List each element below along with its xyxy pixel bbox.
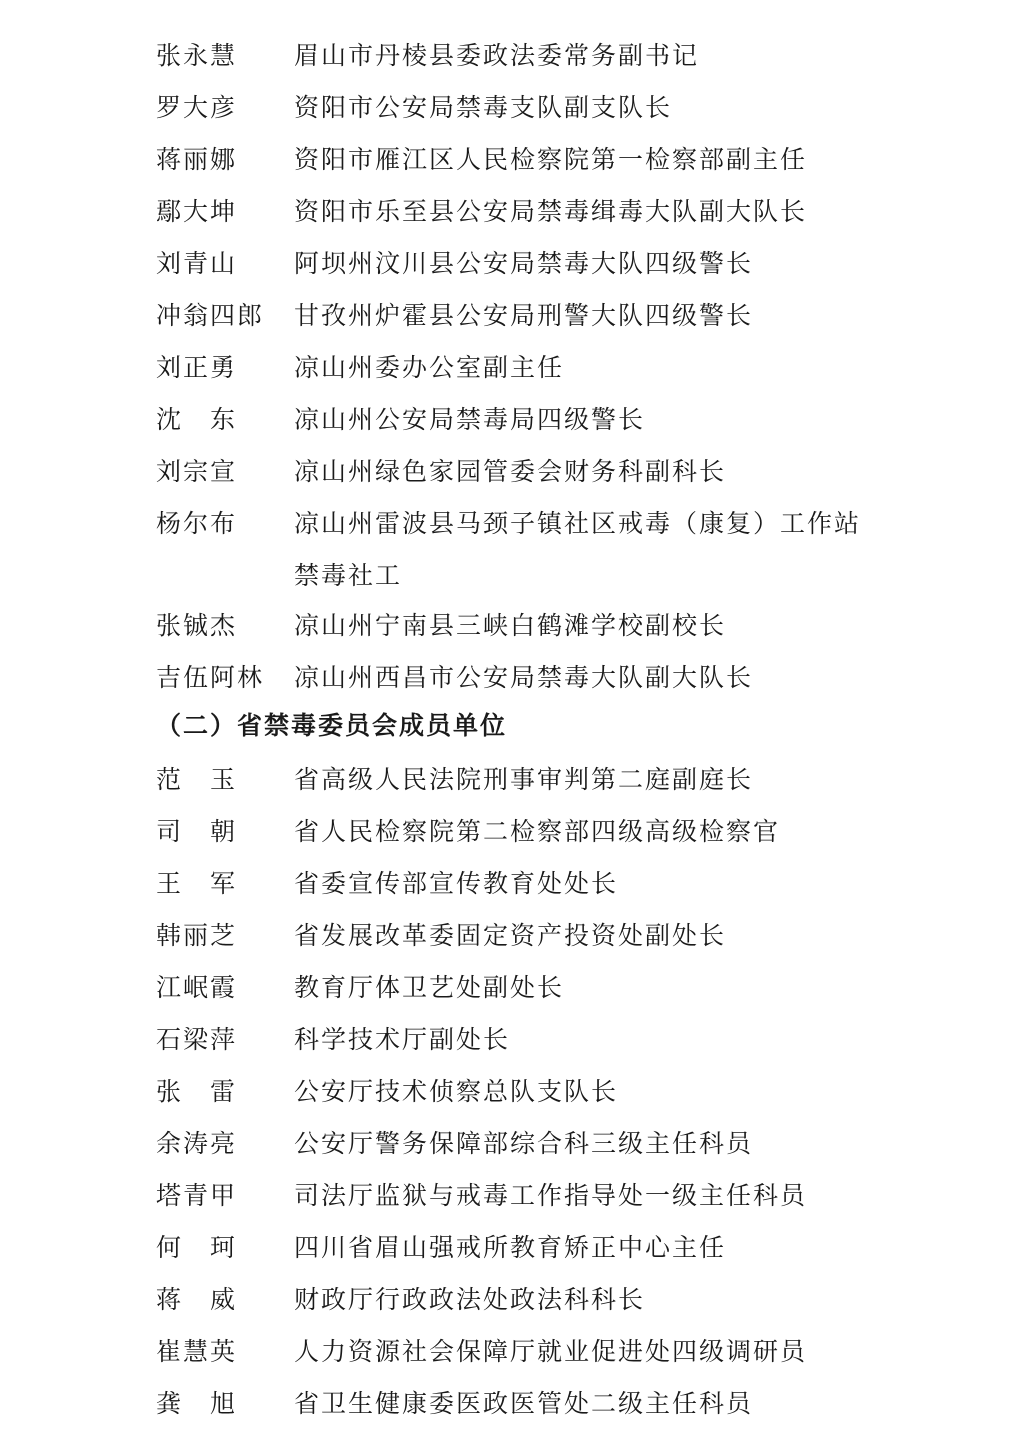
person-name: 韩丽芝: [156, 921, 238, 950]
person-name: 江岷霞: [156, 973, 238, 1002]
person-name: 蒋丽娜: [156, 145, 238, 174]
person-name: 司 朝: [156, 817, 238, 846]
person-name: 沈 东: [156, 405, 238, 434]
person-title: 凉山州宁南县三峡白鹤滩学校副校长: [294, 611, 727, 640]
person-name: 塔青甲: [156, 1181, 238, 1210]
person-name: 范 玉: [156, 765, 238, 794]
person-name: 冲翁四郎: [156, 301, 265, 330]
person-title: 教育厅体卫艺处副处长: [294, 973, 565, 1002]
person-name: 刘正勇: [156, 353, 238, 382]
person-title: 省人民检察院第二检察部四级高级检察官: [294, 817, 781, 846]
person-name: 罗大彦: [156, 93, 238, 122]
person-title: 凉山州公安局禁毒局四级警长: [294, 405, 646, 434]
person-title: 科学技术厅副处长: [294, 1025, 511, 1054]
person-name: 张 雷: [156, 1077, 238, 1106]
person-title: 凉山州雷波县马颈子镇社区戒毒（康复）工作站禁毒社工: [294, 509, 862, 590]
person-title: 省发展改革委固定资产投资处副处长: [294, 921, 727, 950]
person-title: 公安厅警务保障部综合科三级主任科员: [294, 1129, 754, 1158]
person-name: 龚 旭: [156, 1389, 238, 1418]
person-name: 杨尔布: [156, 509, 238, 538]
section-heading: （二）省禁毒委员会成员单位: [156, 711, 508, 740]
person-name: 张铖杰: [156, 611, 238, 640]
person-name: 刘宗宣: [156, 457, 238, 486]
person-name: 刘青山: [156, 249, 238, 278]
person-title: 公安厅技术侦察总队支队长: [294, 1077, 619, 1106]
person-title: 省卫生健康委医政医管处二级主任科员: [294, 1389, 754, 1418]
person-name: 吉伍阿林: [156, 663, 265, 692]
person-title: 财政厅行政政法处政法科科长: [294, 1285, 646, 1314]
person-title: 资阳市雁江区人民检察院第一检察部副主任: [294, 145, 808, 174]
person-name: 张永慧: [156, 41, 238, 70]
person-name: 鄢大坤: [156, 197, 238, 226]
person-title: 凉山州绿色家园管委会财务科副科长: [294, 457, 727, 486]
person-title: 省委宣传部宣传教育处处长: [294, 869, 619, 898]
person-name: 何 珂: [156, 1233, 238, 1262]
person-name: 蒋 威: [156, 1285, 238, 1314]
person-name: 余涛亮: [156, 1129, 238, 1158]
person-title: 资阳市乐至县公安局禁毒缉毒大队副大队长: [294, 197, 808, 226]
person-name: 王 军: [156, 869, 238, 898]
person-title: 四川省眉山强戒所教育矫正中心主任: [294, 1233, 727, 1262]
person-title: 资阳市公安局禁毒支队副支队长: [294, 93, 673, 122]
person-title: 省高级人民法院刑事审判第二庭副庭长: [294, 765, 754, 794]
person-title: 凉山州委办公室副主任: [294, 353, 565, 382]
person-title: 眉山市丹棱县委政法委常务副书记: [294, 41, 700, 70]
person-title: 甘孜州炉霍县公安局刑警大队四级警长: [294, 301, 754, 330]
person-title: 凉山州西昌市公安局禁毒大队副大队长: [294, 663, 754, 692]
person-title: 阿坝州汶川县公安局禁毒大队四级警长: [294, 249, 754, 278]
person-title: 司法厅监狱与戒毒工作指导处一级主任科员: [294, 1181, 808, 1210]
person-name: 石梁萍: [156, 1025, 238, 1054]
person-title: 人力资源社会保障厅就业促进处四级调研员: [294, 1337, 808, 1366]
person-name: 崔慧英: [156, 1337, 238, 1366]
